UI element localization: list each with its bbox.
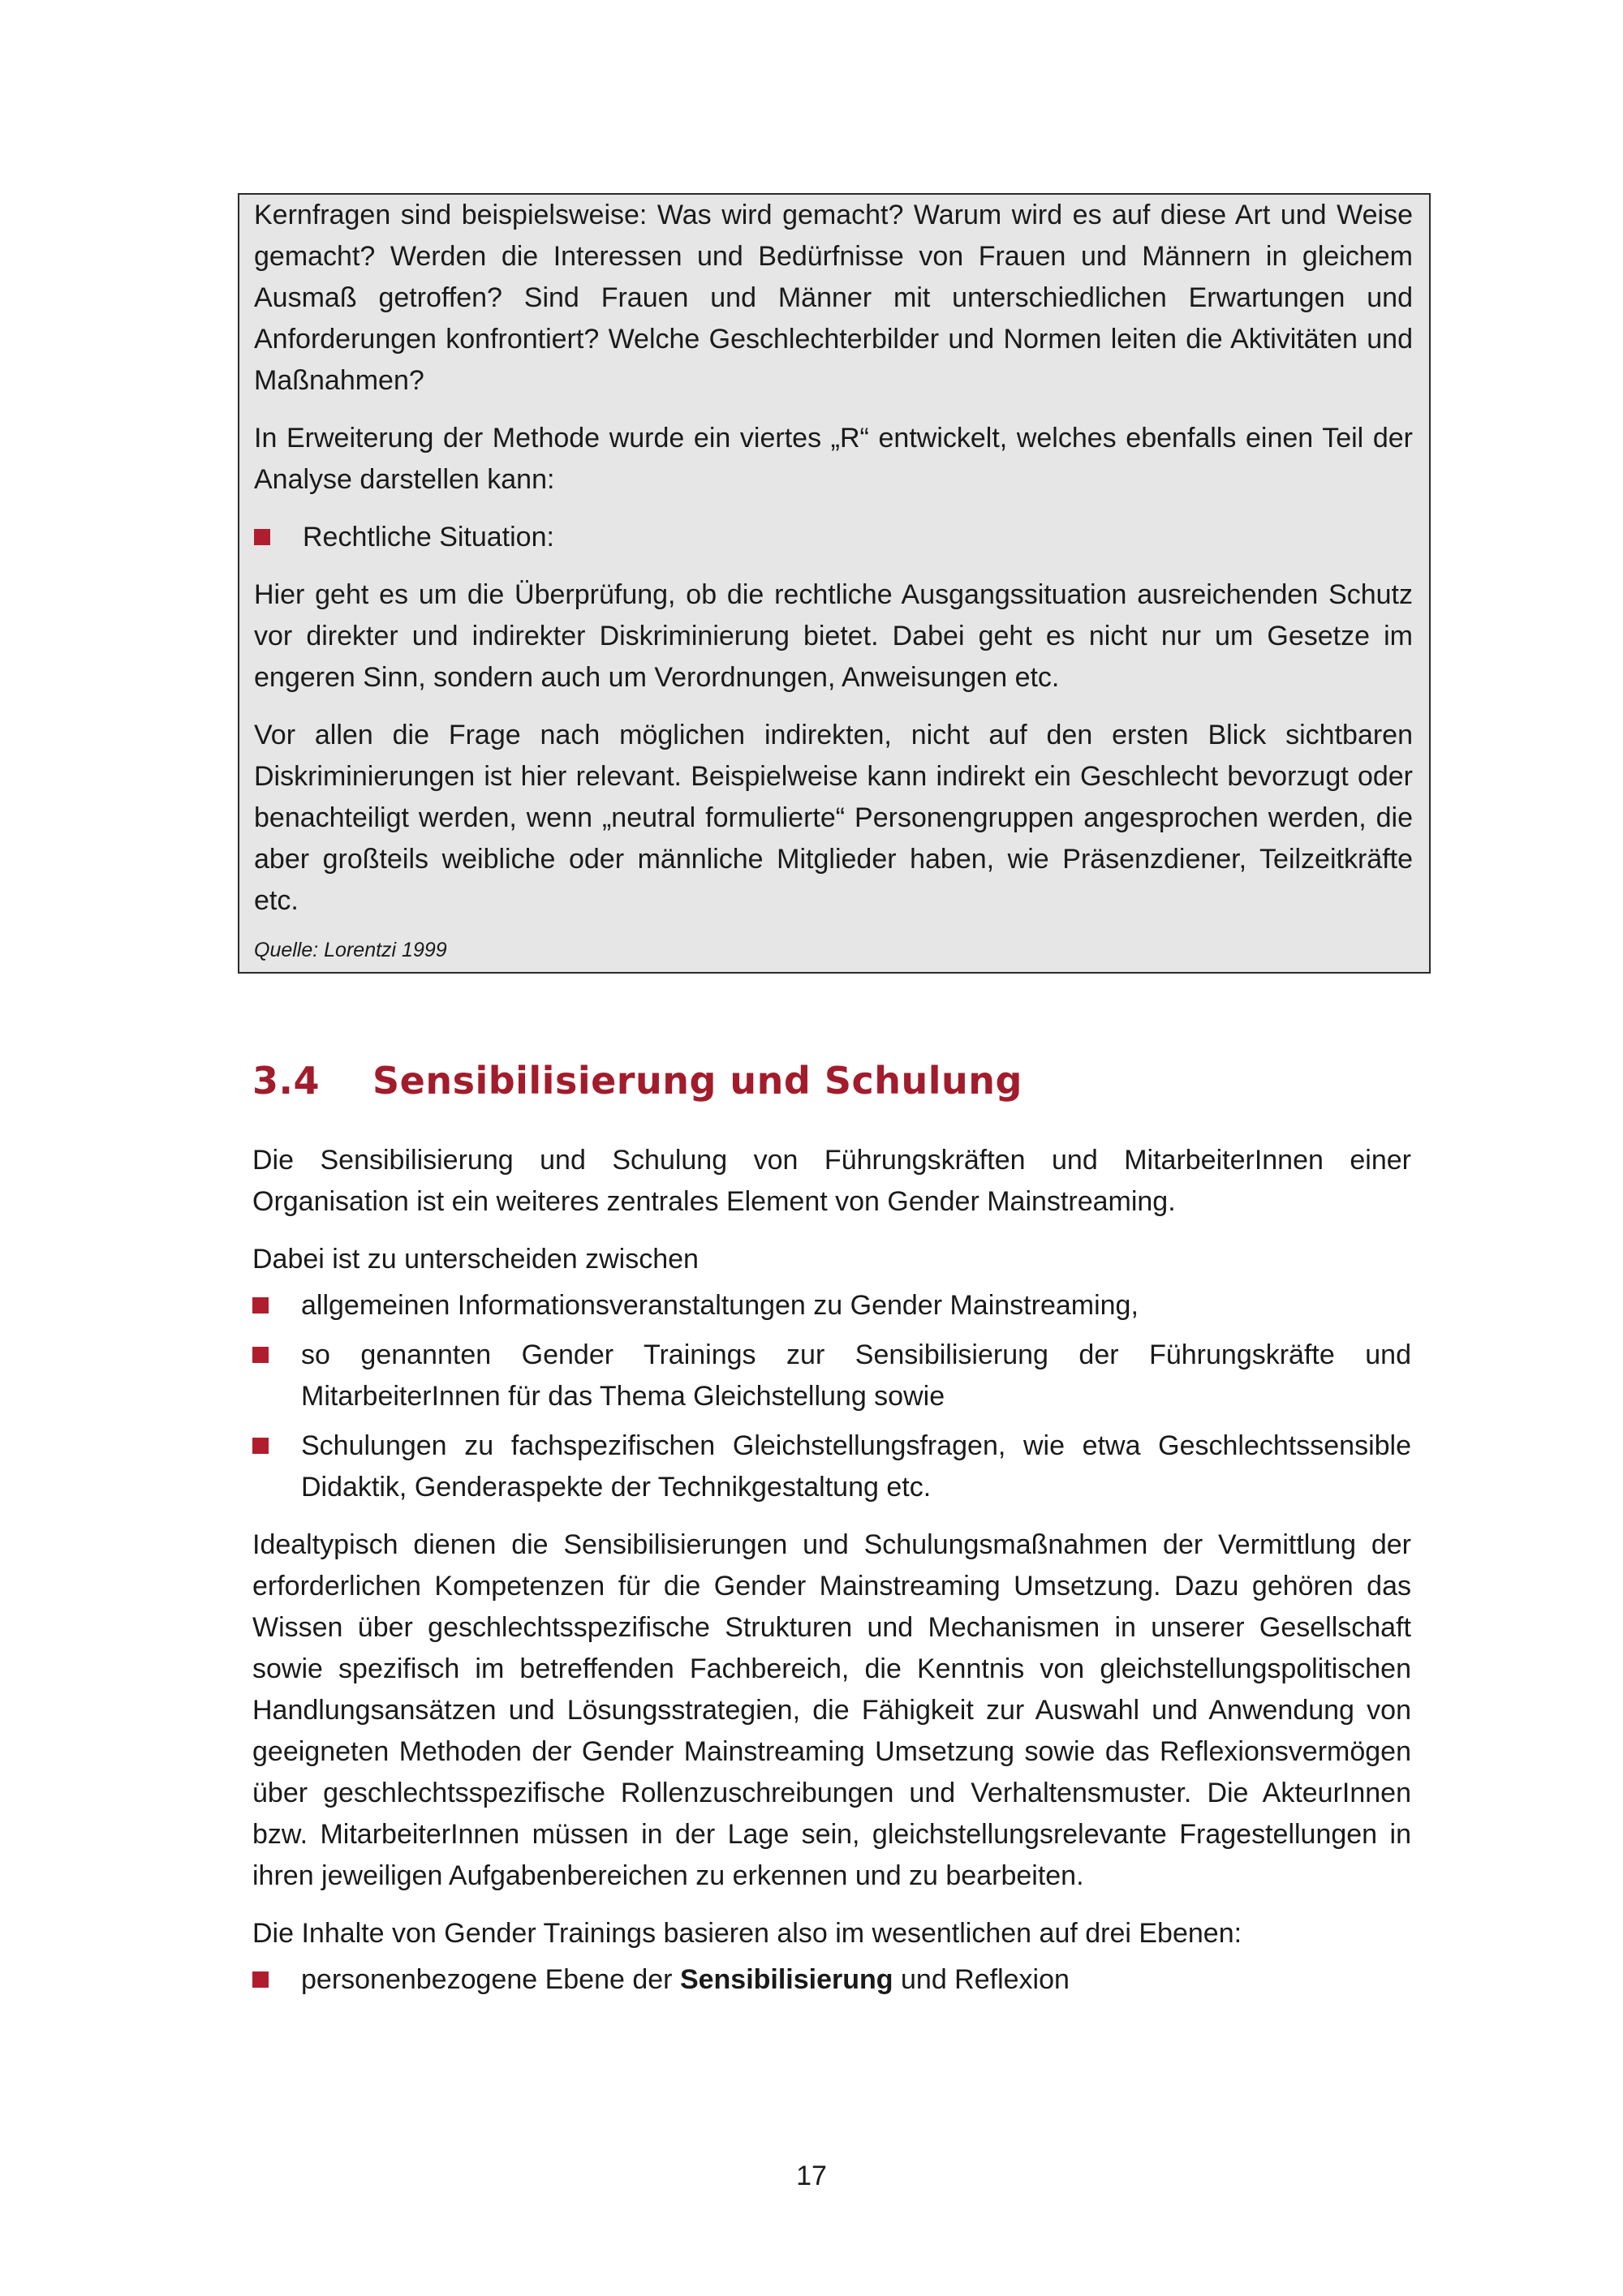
list-item-text: allgemeinen Informationsveranstaltungen zu Gender Mainstreaming, — [301, 1290, 1139, 1321]
section-number: 3.4 — [252, 1059, 320, 1103]
section-title: Sensibilisierung und Schulung — [372, 1059, 1022, 1103]
list-item — [252, 1335, 1411, 1417]
emphasis-term: Sensibilisierung — [679, 1964, 893, 1995]
list-item-text: so genannten Gender Trainings zur Sensibilisierung der Führungskräfte und MitarbeiterInnen für das Thema Gleichstellung sowie — [301, 1339, 1411, 1412]
box-paragraph: In Erweiterung der Methode wurde ein viertes „R“ entwickelt, welches ebenfalls einen Teil der Analyse darstellen kann: — [254, 423, 1413, 495]
square-bullet-icon — [252, 1971, 269, 1988]
bullet-list — [252, 1285, 1411, 1508]
body-paragraph: Dabei ist zu unterscheiden zwischen — [252, 1244, 699, 1275]
box-paragraph: Vor allen die Frage nach möglichen indirekten, nicht auf den ersten Blick sichtbaren Diskriminierungen ist hier relevant. Beispielweise kann indirekt ein Geschlecht bevorzugt oder benachteiligt werden, wenn „neutral formulierte“ Personengruppen angesprochen werden, die aber großteils weibliche oder männliche Mitglieder haben, wie Präsenzdiener, Teilzeitkräfte etc. — [254, 720, 1413, 916]
list-item-text — [301, 1959, 1070, 2001]
box-bullet-label: Rechtliche Situation: — [303, 522, 554, 553]
info-box — [238, 193, 1431, 974]
box-paragraph: Kernfragen sind beispielsweise: Was wird gemacht? Warum wird es auf diese Art und Weise gemacht? Werden die Interessen und Bedürfnisse von Frauen und Männern in gleichem Ausmaß getroffen? Sind Frauen und Männer mit unterschiedlichen Erwartungen und Anforderungen konfrontiert? Welche Geschlechterbilder und Normen leiten die Aktivitäten und Maßnahmen? — [254, 200, 1413, 396]
list-item — [252, 1959, 1411, 2001]
body-paragraph: Die Sensibilisierung und Schulung von Führungskräften und MitarbeiterInnen einer Organisation ist ein weiteres zentrales Element von Gender Mainstreaming. — [252, 1145, 1411, 1217]
section-heading — [252, 1059, 1022, 1103]
square-bullet-icon — [252, 1347, 269, 1363]
square-bullet-icon — [252, 1438, 269, 1454]
list-item — [252, 1285, 1411, 1326]
body-paragraph: Idealtypisch dienen die Sensibilisierungen und Schulungsmaßnahmen der Vermittlung der erforderlichen Kompetenzen für die Gender Mainstreaming Umsetzung. Dazu gehören das Wissen über geschlechtsspezifische Strukturen und Mechanismen in unserer Gesellschaft sowie spezifisch im betreffenden Fachbereich, die Kenntnis von gleichstellungspolitischen Handlungsansätzen und Lösungsstrategien, die Fähigkeit zur Auswahl und Anwendung von geeigneten Methoden der Gender Mainstreaming Umsetzung sowie das Reflexionsvermögen über geschlechtsspezifische Rollenzuschreibungen und Verhaltensmuster. Die AkteurInnen bzw. MitarbeiterInnen müssen in der Lage sein, gleichstellungsrelevante Fragestellungen in ihren jeweiligen Aufgabenbereichen zu erkennen und zu bearbeiten. — [252, 1529, 1411, 1891]
square-bullet-icon — [252, 1297, 269, 1314]
box-source: Quelle: Lorentzi 1999 — [254, 939, 447, 961]
list-item-text-before: personenbezogene Ebene der — [301, 1964, 680, 1995]
body-paragraph: Die Inhalte von Gender Trainings basieren also im wesentlichen auf drei Ebenen: — [252, 1918, 1242, 1949]
square-bullet-icon — [254, 529, 270, 545]
list-item-text-after: und Reflexion — [893, 1964, 1070, 1995]
list-item — [252, 1425, 1411, 1508]
info-box-content — [254, 195, 1413, 962]
list-item-text: Schulungen zu fachspezifischen Gleichstellungsfragen, wie etwa Geschlechtssensible Didaktik, Genderaspekte der Technikgestaltung etc. — [301, 1430, 1411, 1503]
box-bullet-item — [254, 517, 1413, 558]
box-paragraph: Hier geht es um die Überprüfung, ob die rechtliche Ausgangssituation ausreichenden Schutz vor direkter und indirekter Diskriminierung bietet. Dabei geht es nicht nur um Gesetze im engeren Sinn, sondern auch um Verordnungen, Anweisungen etc. — [254, 579, 1413, 693]
bullet-list — [252, 1959, 1411, 2001]
page-number: 17 — [796, 2161, 827, 2191]
section-body — [252, 1140, 1411, 2017]
